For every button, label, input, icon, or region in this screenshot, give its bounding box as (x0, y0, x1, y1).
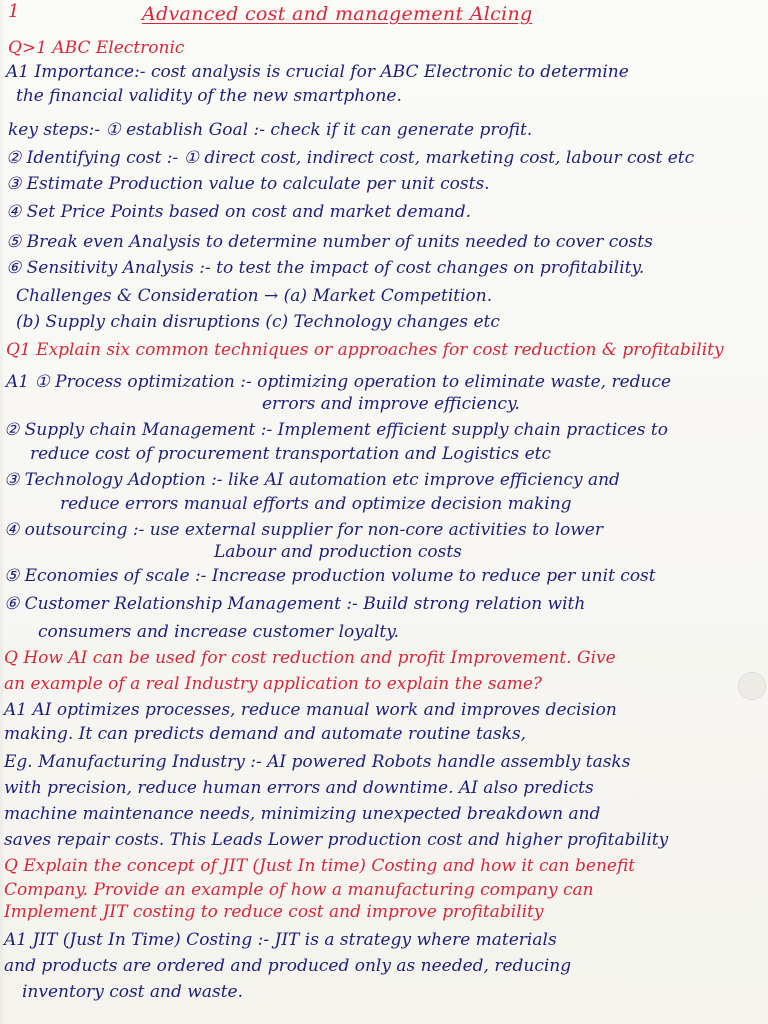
question-heading: Q1 Explain six common techniques or approaches for cost reduction & profitability (6, 340, 724, 360)
note-line: and products are ordered and produced only as needed, reducing (4, 956, 572, 976)
note-line: making. It can predicts demand and automate routine tasks, (4, 724, 527, 744)
note-line: consumers and increase customer loyalty. (38, 622, 400, 642)
note-line: ④ Set Price Points based on cost and market demand. (6, 202, 472, 222)
note-line: A1 Importance:- cost analysis is crucial for ABC Electronic to determine (6, 62, 629, 82)
note-line: reduce cost of procurement transportation and Logistics etc (30, 444, 552, 464)
note-line: inventory cost and waste. (22, 982, 243, 1002)
note-line: the financial validity of the new smartphone. (16, 86, 402, 106)
note-line: Challenges & Consideration → (a) Market Competition. (16, 286, 493, 306)
note-line: ⑤ Economies of scale :- Increase production volume to reduce per unit cost (4, 566, 656, 586)
note-line: A1 AI optimizes processes, reduce manual work and improves decision (4, 700, 617, 720)
note-line: ④ outsourcing :- use external supplier for non-core activities to lower (4, 520, 603, 540)
note-line: ⑥ Customer Relationship Management :- Build strong relation with (4, 594, 586, 614)
note-line: ③ Estimate Production value to calculate per unit costs. (6, 174, 490, 194)
page-edge (0, 0, 3, 1024)
question-heading: Q Explain the concept of JIT (Just In time) Costing and how it can benefit (4, 856, 636, 876)
note-line: saves repair costs. This Leads Lower production cost and higher profitability (4, 830, 669, 850)
note-line: key steps:- ① establish Goal :- check if it can generate profit. (8, 120, 533, 140)
note-line: A1 ① Process optimization :- optimizing operation to eliminate waste, reduce (6, 372, 672, 392)
question-heading: Implement JIT costing to reduce cost and improve profitability (4, 902, 544, 922)
question-heading: an example of a real Industry application to explain the same? (4, 674, 543, 694)
note-line: ② Supply chain Management :- Implement efficient supply chain practices to (4, 420, 668, 440)
note-line: ⑥ Sensitivity Analysis :- to test the impact of cost changes on profitability. (6, 258, 645, 278)
note-line: Eg. Manufacturing Industry :- AI powered Robots handle assembly tasks (4, 752, 631, 772)
page-number: 1 (8, 1, 20, 22)
question-heading: Q How AI can be used for cost reduction and profit Improvement. Give (4, 648, 616, 668)
note-line: reduce errors manual efforts and optimize decision making (60, 494, 572, 514)
note-line: errors and improve efficiency. (262, 394, 520, 414)
note-line: Labour and production costs (214, 542, 462, 562)
note-line: with precision, reduce human errors and downtime. AI also predicts (4, 778, 594, 798)
page-title: Advanced cost and management Alcing (142, 3, 533, 25)
note-line: ② Identifying cost :- ① direct cost, indirect cost, marketing cost, labour cost etc (6, 148, 695, 168)
note-line: ③ Technology Adoption :- like AI automation etc improve efficiency and (4, 470, 620, 490)
question-heading: Q>1 ABC Electronic (8, 38, 185, 58)
question-heading: Company. Provide an example of how a manufacturing company can (4, 880, 594, 900)
note-line: A1 JIT (Just In Time) Costing :- JIT is a strategy where materials (4, 930, 557, 950)
note-line: machine maintenance needs, minimizing unexpected breakdown and (4, 804, 601, 824)
note-line: (b) Supply chain disruptions (c) Technology changes etc (16, 312, 500, 332)
note-line: ⑤ Break even Analysis to determine number of units needed to cover costs (6, 232, 653, 252)
punch-hole (738, 672, 766, 700)
